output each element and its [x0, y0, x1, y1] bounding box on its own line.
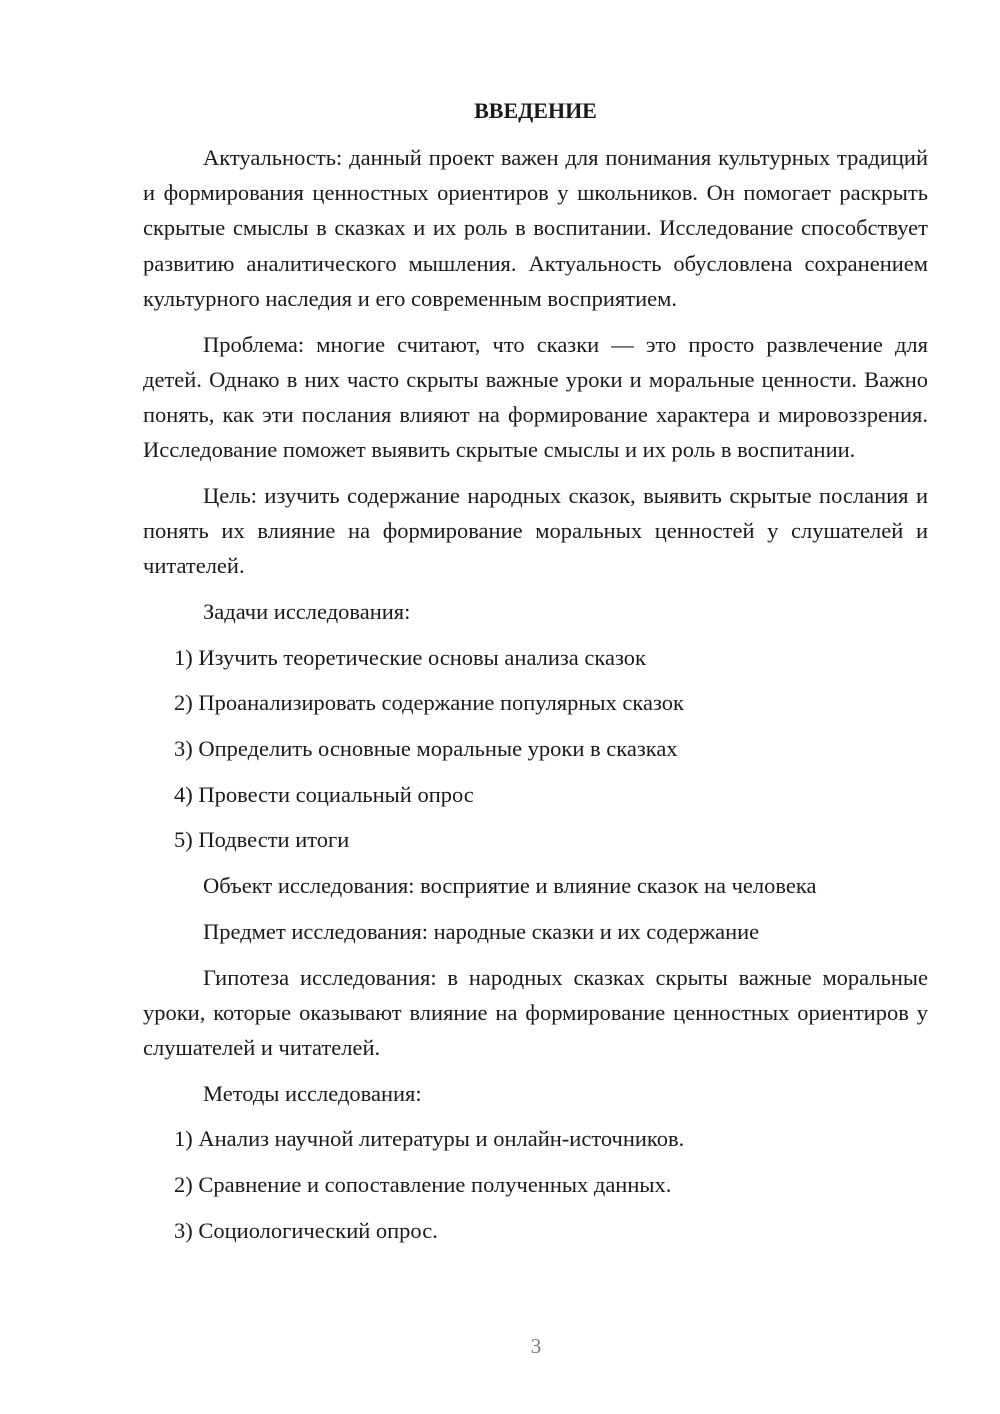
- subject-line: Предмет исследования: народные сказки и их содержание: [203, 918, 760, 944]
- tasks-title: Задачи исследования:: [203, 598, 411, 624]
- list-item: 4) Провести социальный опрос: [174, 781, 474, 807]
- section-heading: ВВЕДЕНИЕ: [474, 98, 597, 123]
- list-item: 2) Сравнение и сопоставление полученных данных.: [174, 1172, 672, 1198]
- problem-paragraph: Проблема: многие считают, что сказки — это просто развлечение для детей. Однако в них часто скрыты важные уроки и моральные ценности. Важно понять, как эти послания влияют на формирование характера и мировоззрения. Исследование поможет выявить скрытые смыслы и их роль в воспитании.: [143, 331, 928, 463]
- list-item: 3) Социологический опрос.: [174, 1217, 438, 1243]
- page-body: [143, 94, 928, 1258]
- list-item: 3) Определить основные моральные уроки в сказках: [174, 736, 678, 762]
- page-number: 3: [530, 1334, 542, 1358]
- list-item: 2) Проанализировать содержание популярных сказок: [174, 690, 684, 716]
- hypothesis-paragraph: Гипотеза исследования: в народных сказках скрыты важные моральные уроки, которые оказывают влияние на формирование ценностных ориентиров у слушателей и читателей.: [143, 964, 928, 1060]
- list-item: 1) Анализ научной литературы и онлайн-источников.: [174, 1126, 685, 1152]
- goal-paragraph: Цель: изучить содержание народных сказок, выявить скрытые послания и понять их влияние на формирование моральных ценностей у слушателей и читателей.: [143, 482, 928, 579]
- relevance-paragraph: Актуальность: данный проект важен для понимания культурных традиций и формирования ценностных ориентиров у школьников. Он помогает раскрыть скрытые смыслы в сказках и их роль в воспитании. Исследование способствует развитию аналитического мышления. Актуальность обусловлена сохранением культурного наследия и его современным восприятием.: [143, 145, 928, 311]
- tasks-list: [143, 640, 928, 858]
- methods-list: [143, 1121, 928, 1248]
- object-line: Объект исследования: восприятие и влияние сказок на человека: [203, 873, 817, 899]
- list-item: 1) Изучить теоретические основы анализа сказок: [174, 644, 646, 670]
- methods-title: Методы исследования:: [203, 1080, 422, 1106]
- list-item: 5) Подвести итоги: [174, 827, 350, 853]
